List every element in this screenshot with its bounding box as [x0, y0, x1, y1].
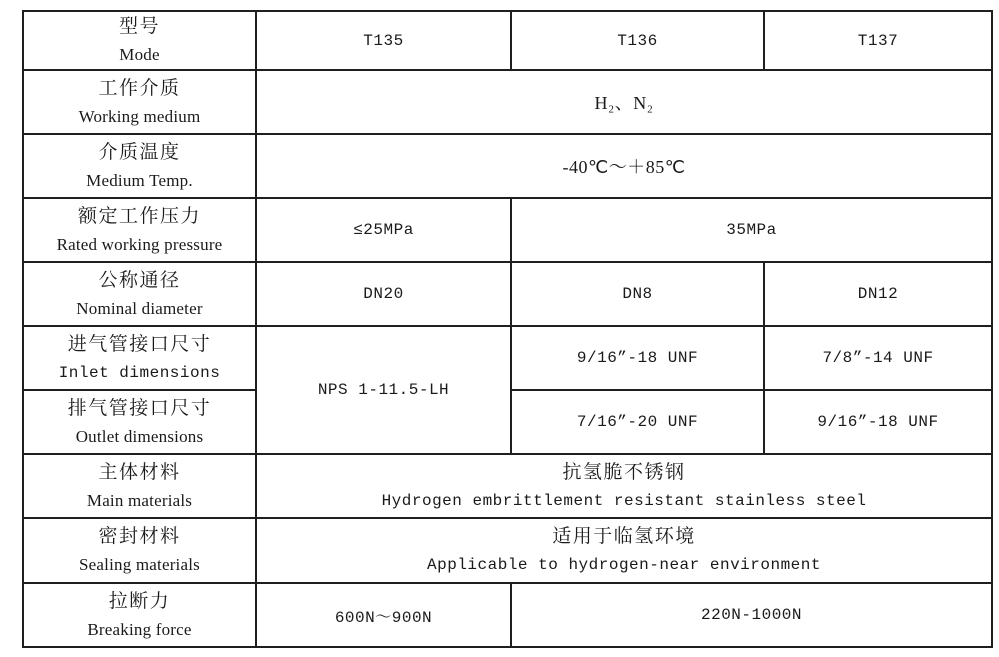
cell-outlet-t137: 9/16”-18 UNF	[764, 390, 992, 454]
row-main-materials	[23, 454, 992, 518]
label-en-inlet-dimensions: Inlet dimensions	[58, 363, 221, 382]
cell-inlet-t136: 9/16”-18 UNF	[511, 326, 764, 390]
label-en-main-materials: Main materials	[86, 490, 193, 510]
row-rated-pressure	[23, 198, 992, 262]
cell-inlet-t137: 7/8”-14 UNF	[764, 326, 992, 390]
row-medium-temp	[23, 134, 992, 198]
main-materials-value-zh: 抗氢脆不锈钢	[562, 461, 686, 483]
label-en-working-medium: Working medium	[78, 106, 201, 126]
label-zh-medium-temp: 介质温度	[98, 141, 181, 163]
label-en-rated-pressure: Rated working pressure	[56, 234, 223, 254]
row-sealing-materials	[23, 518, 992, 583]
label-en-nominal-diameter: Nominal diameter	[76, 298, 203, 318]
cell-breaking-force-t135: 600N～900N	[256, 583, 511, 647]
row-inlet-dimensions	[23, 326, 992, 390]
row-label-outlet-dimensions	[23, 390, 256, 454]
cell-sealing-materials-value	[256, 518, 992, 583]
cell-nominal-diameter-t137: DN12	[764, 262, 992, 326]
cell-rated-pressure-t136-t137: 35MPa	[511, 198, 992, 262]
row-label-sealing-materials	[23, 518, 256, 583]
label-en-medium-temp: Medium Temp.	[86, 170, 193, 190]
label-zh-main-materials: 主体材料	[98, 461, 181, 483]
label-zh-outlet-dimensions: 排气管接口尺寸	[67, 397, 212, 419]
spec-table	[22, 10, 993, 648]
row-working-medium	[23, 70, 992, 134]
label-en-mode: Mode	[119, 45, 160, 64]
cell-nominal-diameter-t135: DN20	[256, 262, 511, 326]
main-materials-value-en: Hydrogen embrittlement resistant stainless steel	[381, 491, 867, 510]
cell-inlet-outlet-t135: NPS 1-11.5-LH	[256, 326, 511, 454]
row-label-rated-pressure	[23, 198, 256, 262]
row-label-main-materials	[23, 454, 256, 518]
label-zh-inlet-dimensions: 进气管接口尺寸	[67, 333, 212, 355]
label-zh-rated-pressure: 额定工作压力	[77, 205, 201, 227]
row-label-medium-temp	[23, 134, 256, 198]
row-label-working-medium	[23, 70, 256, 134]
cell-medium-temp-value: -40℃～＋85℃	[256, 134, 992, 198]
row-label-inlet-dimensions	[23, 326, 256, 390]
label-en-sealing-materials: Sealing materials	[79, 555, 200, 574]
cell-mode-t136: T136	[511, 11, 764, 70]
row-label-nominal-diameter	[23, 262, 256, 326]
cell-breaking-force-t136-t137: 220N-1000N	[511, 583, 992, 647]
cell-mode-t137: T137	[764, 11, 992, 70]
label-zh-breaking-force: 拉断力	[108, 590, 171, 612]
row-breaking-force	[23, 583, 992, 647]
cell-outlet-t136: 7/16”-20 UNF	[511, 390, 764, 454]
row-label-breaking-force	[23, 583, 256, 647]
row-label-mode	[23, 11, 256, 70]
label-zh-working-medium: 工作介质	[98, 77, 181, 99]
cell-mode-t135: T135	[256, 11, 511, 70]
cell-working-medium-value: H₂、N₂	[256, 70, 992, 134]
label-en-breaking-force: Breaking force	[87, 619, 192, 639]
row-nominal-diameter	[23, 262, 992, 326]
cell-main-materials-value	[256, 454, 992, 518]
cell-nominal-diameter-t136: DN8	[511, 262, 764, 326]
sealing-materials-value-zh: 适用于临氢环境	[552, 526, 696, 547]
label-en-outlet-dimensions: Outlet dimensions	[75, 426, 204, 446]
row-mode	[23, 11, 992, 70]
label-zh-mode: 型号	[118, 16, 160, 37]
label-zh-sealing-materials: 密封材料	[98, 526, 181, 547]
label-zh-nominal-diameter: 公称通径	[98, 269, 181, 291]
sealing-materials-value-en: Applicable to hydrogen-near environment	[427, 556, 821, 574]
cell-rated-pressure-t135: ≤25MPa	[256, 198, 511, 262]
